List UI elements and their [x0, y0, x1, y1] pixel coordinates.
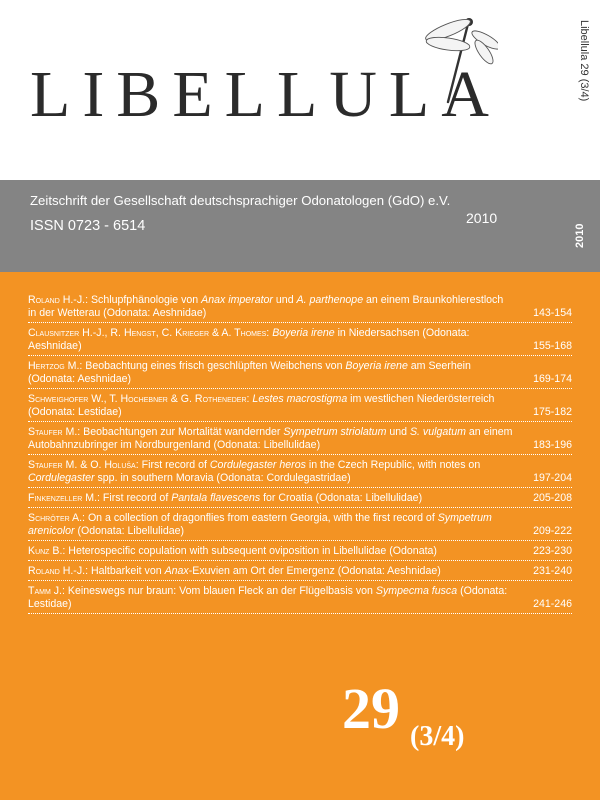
spine-year: 2010 — [574, 223, 586, 248]
toc-pages: 231-240 — [533, 565, 572, 577]
toc-entry — [28, 565, 572, 581]
toc-text: am Seerhein (Odonata: Aeshnidae) — [28, 360, 471, 385]
toc-entry-text — [28, 360, 522, 386]
toc-pages: 175-182 — [533, 406, 572, 418]
toc-entry — [28, 360, 572, 389]
toc-pages: 241-246 — [533, 598, 572, 610]
toc-pages: 143-154 — [533, 307, 572, 319]
toc-pages: 209-222 — [533, 525, 572, 537]
toc-pages: 169-174 — [533, 373, 572, 385]
toc-entry-text — [28, 492, 522, 505]
toc-entry-text — [28, 294, 522, 320]
toc-entry — [28, 512, 572, 541]
toc-species: Sympecma fusca — [375, 585, 458, 597]
toc-entry — [28, 492, 572, 508]
toc-authors: Kunz B.: — [28, 545, 66, 557]
toc-text: in Niedersachsen (Odonata: Aeshnidae) — [28, 327, 470, 352]
toc-entry-text — [28, 565, 522, 578]
toc-text: an einem Braunkohlerestloch in der Wetterau (Odonata: Aeshnidae) — [28, 294, 504, 319]
toc-authors: Finkenzeller M.: — [28, 492, 100, 504]
toc-text: Haltbarkeit von — [88, 565, 165, 577]
toc-text: und — [386, 426, 410, 438]
toc-authors: Tamm J.: — [28, 585, 65, 597]
toc-entry — [28, 459, 572, 488]
toc-authors: Roland H.-J.: — [28, 565, 89, 577]
toc-pages: 197-204 — [533, 472, 572, 484]
toc-authors: Staufer M. & O. Holuša: — [28, 459, 139, 471]
toc-species: Lestes macrostigma — [252, 393, 348, 405]
toc-species: A. parthenope — [296, 294, 364, 306]
toc-authors: Staufer M.: — [28, 426, 81, 438]
toc-text: Keineswegs nur braun: Vom blauen Fleck an der Flügelbasis von — [64, 585, 376, 597]
toc-text: -Exuvien am Ort der Emergenz (Odonata: Aeshnidae) — [188, 565, 441, 577]
toc-text: Heterospecific copulation with subsequent oviposition in Libellulidae (Odonata) — [65, 545, 437, 557]
toc-text: for Croatia (Odonata: Libellulidae) — [260, 492, 423, 504]
toc-entry — [28, 327, 572, 356]
toc-text: und — [272, 294, 297, 306]
toc-text: in the Czech Republic, with notes on — [305, 459, 481, 471]
table-of-contents — [28, 294, 572, 618]
toc-species: Pantala flavescens — [171, 492, 261, 504]
toc-text: (Odonata: Libellulidae) — [74, 525, 185, 537]
toc-entry-text — [28, 459, 522, 485]
toc-entry-text — [28, 545, 522, 558]
toc-pages: 155-168 — [533, 340, 572, 352]
journal-logo: LIBELLULA — [30, 58, 501, 131]
toc-entry-text — [28, 512, 522, 538]
toc-authors: Roland H.-J.: — [28, 294, 89, 306]
toc-entry-text — [28, 327, 522, 353]
toc-entry — [28, 545, 572, 561]
toc-text: (Odonata: Lestidae) — [28, 585, 508, 610]
toc-text: an einem Autobahnzubringer im Nordburgenland (Odonata: Libellulidae) — [28, 426, 513, 451]
toc-authors: Clausnitzer H.-J., R. Hengst, C. Krieger & A. Thomes: — [28, 327, 270, 339]
volume-number: 29 — [342, 676, 400, 741]
toc-pages: 183-196 — [533, 439, 572, 451]
toc-authors: Schweighofer W., T. Hochebner & G. Rotheneder: — [28, 393, 250, 405]
toc-text: Schlupfphänologie von — [88, 294, 202, 306]
toc-species: Anax — [164, 565, 189, 577]
toc-species: Cordulegaster — [28, 472, 95, 484]
toc-text: Beobachtung eines frisch geschlüpften Weibchens von — [82, 360, 346, 372]
info-band — [0, 180, 600, 272]
toc-species: Cordulegaster heros — [209, 459, 306, 471]
toc-species: Sympetrum arenicolor — [28, 512, 492, 537]
toc-text: First record of — [99, 492, 172, 504]
toc-species: Sympetrum striolatum — [283, 426, 387, 438]
issn-label: ISSN 0723 - 6514 — [30, 218, 146, 234]
toc-species: S. vulgatum — [409, 426, 466, 438]
spine-label: Libellula 29 (3/4) — [578, 20, 590, 102]
toc-species: Anax imperator — [201, 294, 273, 306]
toc-text: On a collection of dragonflies from eastern Georgia, with the first record of — [85, 512, 438, 524]
toc-text: im westlichen Niederösterreich (Odonata: Lestidae) — [28, 393, 495, 418]
toc-text: First record of — [138, 459, 210, 471]
journal-subtitle: Zeitschrift der Gesellschaft deutschsprachiger Odonatologen (GdO) e.V. — [30, 193, 451, 208]
toc-entry-text — [28, 426, 522, 452]
toc-entry-text — [28, 393, 522, 419]
toc-pages: 223-230 — [533, 545, 572, 557]
toc-species: Boyeria irene — [272, 327, 335, 339]
toc-species: Boyeria irene — [345, 360, 408, 372]
toc-entry — [28, 294, 572, 323]
toc-pages: 205-208 — [533, 492, 572, 504]
toc-entry — [28, 426, 572, 455]
cover-header — [0, 0, 600, 180]
toc-entry-text — [28, 585, 522, 611]
toc-entry — [28, 585, 572, 614]
toc-text: Beobachtungen zur Mortalität wandernder — [80, 426, 284, 438]
toc-authors: Schröter A.: — [28, 512, 85, 524]
journal-year: 2010 — [466, 210, 498, 226]
toc-text: spp. in southern Moravia (Odonata: Cordulegastridae) — [94, 472, 351, 484]
issue-number: (3/4) — [410, 721, 465, 752]
toc-authors: Hertzog M.: — [28, 360, 83, 372]
toc-entry — [28, 393, 572, 422]
contents-panel — [0, 272, 600, 800]
